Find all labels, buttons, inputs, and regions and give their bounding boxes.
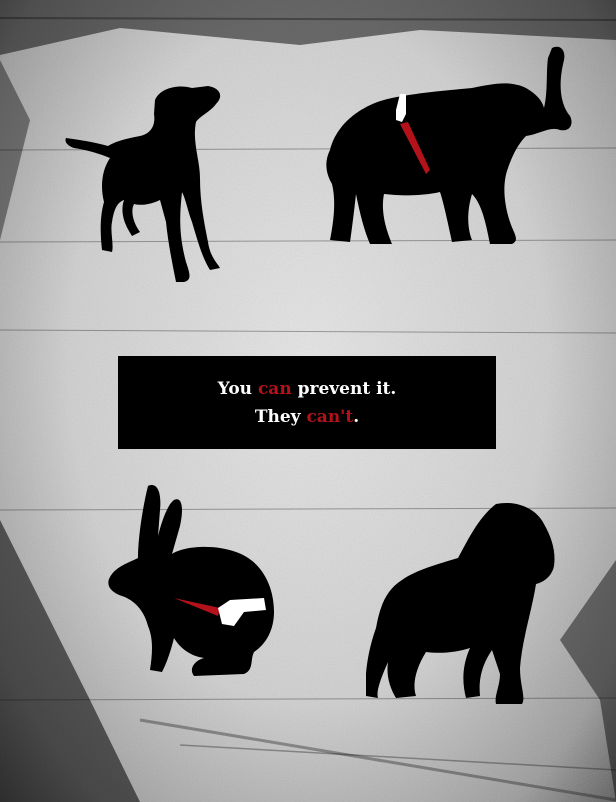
- slogan-line-2-before: They: [254, 406, 307, 427]
- gorilla-silhouette: [366, 500, 562, 708]
- slogan-line-2-accent: can't: [306, 406, 354, 427]
- slogan-line-2: [255, 403, 359, 431]
- slogan-line-1-after: prevent it.: [291, 378, 397, 399]
- slogan-line-1-before: You: [217, 378, 258, 399]
- dog-silhouette: [60, 82, 230, 287]
- slogan-box: [118, 356, 496, 449]
- slogan-line-1: [218, 375, 397, 403]
- elephant-silhouette: [322, 44, 582, 250]
- rabbit-silhouette: [104, 480, 280, 684]
- slogan-line-1-accent: can: [257, 378, 292, 399]
- slogan-line-2-after: .: [353, 406, 360, 427]
